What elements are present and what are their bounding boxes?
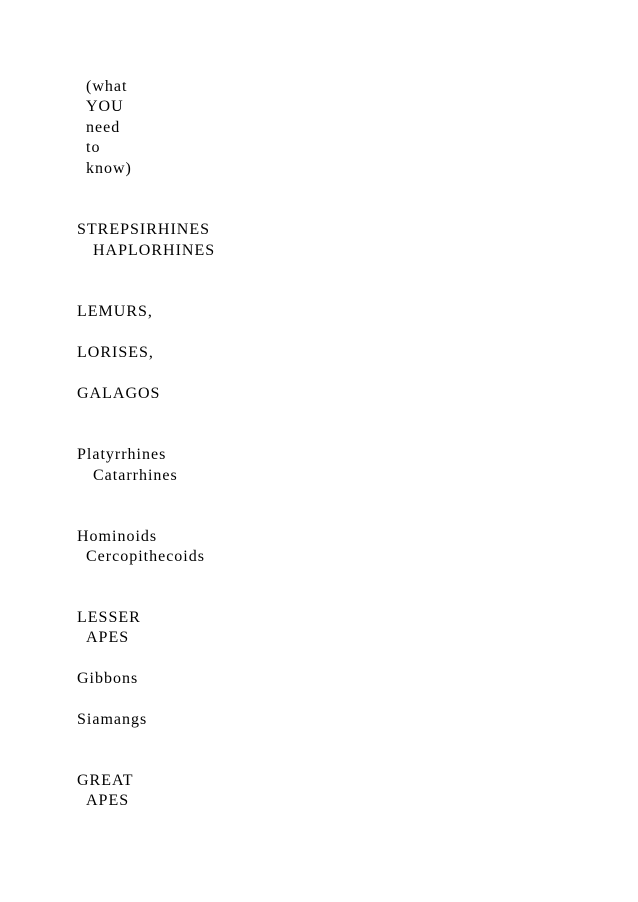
great-apes-title-line-2: APES [86, 792, 130, 809]
great-apes-title-line-1: GREAT [77, 772, 134, 789]
lorises-label: LORISES, [77, 344, 154, 361]
heading-line-3: need [86, 119, 121, 136]
cercopithecoids-label: Cercopithecoids [86, 548, 205, 565]
strepsirhines-label: STREPSIRHINES [77, 221, 211, 238]
catarrhines-label: Catarrhines [93, 467, 178, 484]
heading-line-5: know) [86, 160, 132, 177]
galagos-label: GALAGOS [77, 385, 161, 402]
heading-line-4: to [86, 139, 101, 156]
lemurs-label: LEMURS, [77, 303, 153, 320]
hominoids-label: Hominoids [77, 528, 158, 545]
siamangs-label: Siamangs [77, 711, 148, 728]
lesser-apes-title-line-1: LESSER [77, 609, 141, 626]
platyrrhines-label: Platyrrhines [77, 446, 167, 463]
heading-line-2: YOU [86, 98, 124, 115]
lesser-apes-title-line-2: APES [86, 629, 130, 646]
haplorhines-label: HAPLORHINES [93, 242, 216, 259]
heading-line-1: (what [86, 78, 128, 95]
gibbons-label: Gibbons [77, 670, 139, 687]
